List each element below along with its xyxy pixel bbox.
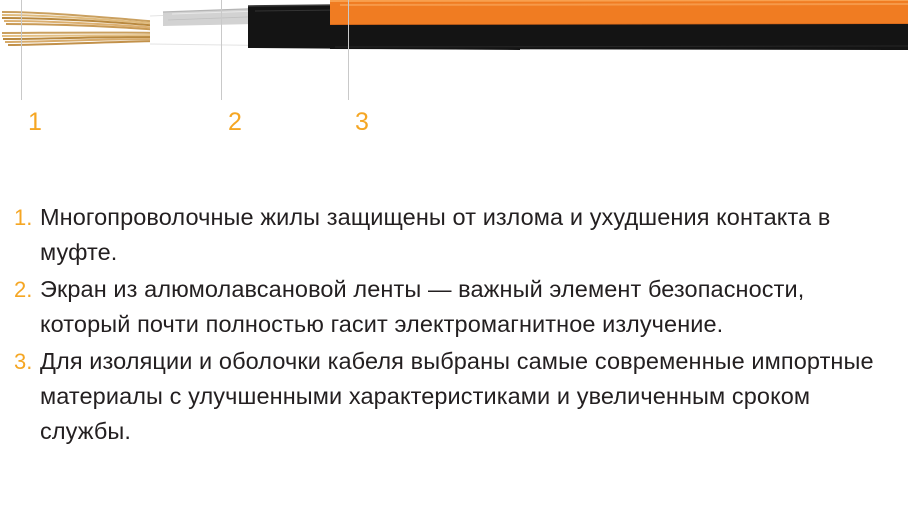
list-item-text: Многопроволочные жилы защищены от излома и ухудшения контакта в муфте. [40, 204, 831, 265]
callout-number-1: 1 [28, 108, 42, 136]
list-item [10, 272, 900, 342]
callout-number-2: 2 [228, 108, 242, 136]
callout-line-2 [221, 0, 222, 100]
cable-illustration-svg [0, 0, 908, 170]
cable-diagram [0, 0, 908, 170]
list-item-text: Экран из алюмолавсановой ленты — важный элемент безопасности, который почти полностью гасит электромагнитное излучение. [40, 276, 805, 337]
callout-line-3 [348, 0, 349, 100]
list-item-marker: 3. [14, 349, 33, 374]
list-item-marker: 2. [14, 277, 33, 302]
copper-strands-group [2, 12, 160, 45]
callout-line-1 [21, 0, 22, 100]
feature-list [10, 200, 900, 451]
list-item-text: Для изоляции и оболочки кабеля выбраны самые современные импортные материалы с улучшенными характеристиками и увеличенным сроком службы. [40, 348, 874, 444]
list-item [10, 344, 900, 449]
callout-number-3: 3 [355, 108, 369, 136]
list-item [10, 200, 900, 270]
list-item-marker: 1. [14, 205, 33, 230]
